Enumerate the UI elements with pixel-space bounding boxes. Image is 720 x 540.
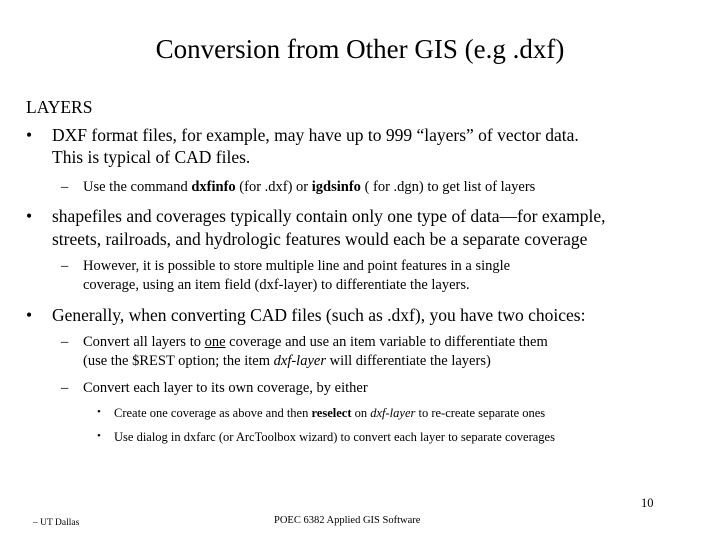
command-igdsinfo: igdsinfo <box>311 179 361 195</box>
sub-item-2-1-line-2: coverage, using an item field (dxf-layer) to differentiate the layers. <box>83 277 470 293</box>
bullet-icon: • <box>26 206 33 226</box>
command-dxfinfo: dxfinfo <box>191 179 236 195</box>
bullet-2-line-1: shapefiles and coverages typically contain only one type of data—for example, <box>52 206 606 226</box>
subsub-item-2-text: Use dialog in dxfarc (or ArcToolbox wizard) to convert each layer to separate coverages <box>114 430 555 444</box>
sub-item-3-1-line-2: (use the $REST option; the item dxf-layer will differentiate the layers) <box>83 353 491 369</box>
italic-dxf-layer: dxf-layer <box>273 353 326 369</box>
footer-center: POEC 6382 Applied GIS Software <box>274 515 421 526</box>
dash-icon: – <box>61 334 69 350</box>
dash-icon: – <box>61 380 69 396</box>
bullet-icon: • <box>97 406 101 418</box>
bullet-icon: • <box>26 305 33 325</box>
bullet-1-line-2: This is typical of CAD files. <box>52 147 251 167</box>
sub-item-3-2-text: Convert each layer to its own coverage, by either <box>83 380 368 396</box>
sub-item-1-1-text: Use the command dxfinfo (for .dxf) or igdsinfo ( for .dgn) to get list of layers <box>83 179 536 195</box>
section-heading: LAYERS <box>26 97 93 117</box>
bullet-1-line-1: DXF format files, for example, may have up to 999 “layers” of vector data. <box>52 125 579 145</box>
dash-icon: – <box>61 258 69 274</box>
footer-left: – UT Dallas <box>33 518 80 528</box>
sub-item-3-1-line-1: Convert all layers to one coverage and use an item variable to differentiate them <box>83 334 548 350</box>
dash-icon: – <box>61 179 69 195</box>
page-number: 10 <box>641 496 654 510</box>
italic-dxf-layer-2: dxf-layer <box>370 406 416 420</box>
bullet-icon: • <box>26 125 33 145</box>
underlined-one: one <box>204 334 226 350</box>
subsub-item-1-text: Create one coverage as above and then reselect on dxf-layer to re-create separate ones <box>114 406 546 420</box>
bullet-2-line-2: streets, railroads, and hydrologic features would each be a separate coverage <box>52 229 588 249</box>
bullet-icon: • <box>97 430 101 442</box>
slide-title: Conversion from Other GIS (e.g .dxf) <box>155 34 565 64</box>
sub-item-2-1-line-1: However, it is possible to store multiple line and point features in a single <box>83 258 511 274</box>
bullet-3-line-1: Generally, when converting CAD files (such as .dxf), you have two choices: <box>52 305 586 325</box>
bold-reselect: reselect <box>311 406 352 420</box>
